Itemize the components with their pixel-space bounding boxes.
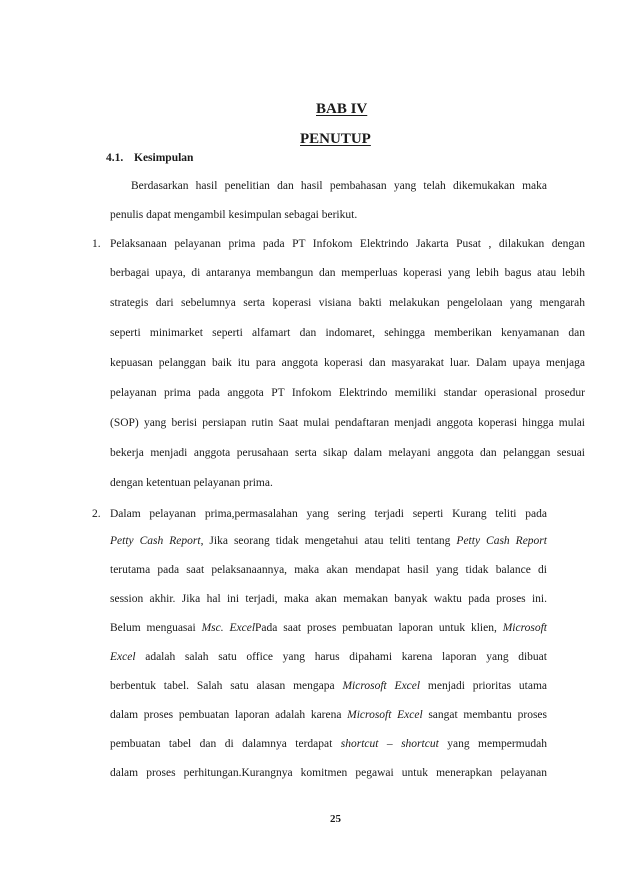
item-line: berbagai upaya, di antaranya membangun dan memperluas koperasi yang lebih bagus atau lebih: [110, 267, 585, 279]
intro-line: Berdasarkan hasil penelitian dan hasil pembahasan yang telah dikemukakan maka: [131, 180, 547, 192]
intro-line: penulis dapat mengambil kesimpulan sebagai berikut.: [110, 209, 358, 221]
chapter-title: BAB IV: [316, 101, 368, 117]
section-title: Kesimpulan: [134, 152, 194, 164]
item-line: Belum menguasai Msc. ExcelPada saat proses pembuatan laporan untuk klien, Microsoft: [110, 622, 547, 634]
item-number: 2.: [92, 508, 101, 520]
item-line: dalam proses perhitungan.Kurangnya komitmen pegawai untuk menerapkan pelayanan: [110, 767, 547, 779]
item-line: dalam proses pembuatan laporan adalah karena Microsoft Excel sangat membantu proses: [110, 709, 547, 721]
item-line: dengan ketentuan pelayanan prima.: [110, 477, 273, 489]
item-line: kepuasan pelanggan baik itu para anggota koperasi dan masyarakat luar. Dalam upaya menjaga: [110, 357, 585, 369]
item-line: seperti minimarket seperti alfamart dan indomaret, sehingga memberikan kenyamanan dan: [110, 327, 585, 339]
item-line: session akhir. Jika hal ini terjadi, maka akan memakan banyak waktu pada proses ini.: [110, 593, 547, 605]
section-number: 4.1.: [106, 152, 124, 164]
item-line: Dalam pelayanan prima,permasalahan yang sering terjadi seperti Kurang teliti pada: [110, 508, 547, 520]
item-line: Petty Cash Report, Jika seorang tidak mengetahui atau teliti tentang Petty Cash Report: [110, 535, 547, 547]
item-line: strategis dari sebelumnya serta koperasi visiana bakti melakukan pengelolaan yang mengarah: [110, 297, 585, 309]
item-line: pelayanan prima pada anggota PT Infokom Elektrindo memiliki standar operasional prosedur: [110, 387, 585, 399]
item-line: Excel adalah salah satu office yang harus dipahami karena laporan yang dibuat: [110, 651, 547, 663]
item-line: terutama pada saat pelaksanaannya, maka akan mendapat hasil yang tidak balance di: [110, 564, 547, 576]
item-number: 1.: [92, 238, 101, 250]
item-line: bekerja menjadi anggota perusahaan serta sikap dalam melayani anggota dan pelanggan sesuai: [110, 447, 585, 459]
item-line: pembuatan tabel dan di dalamnya terdapat shortcut – shortcut yang mempermudah: [110, 738, 547, 750]
item-line: Pelaksanaan pelayanan prima pada PT Infokom Elektrindo Jakarta Pusat , dilakukan dengan: [110, 238, 585, 250]
page-number: 25: [330, 813, 341, 825]
item-line: berbentuk tabel. Salah satu alasan mengapa Microsoft Excel menjadi prioritas utama: [110, 680, 548, 692]
chapter-subtitle: PENUTUP: [300, 131, 371, 147]
item-line: (SOP) yang berisi persiapan rutin Saat mulai pendaftaran menjadi anggota koperasi hingga mulai: [110, 417, 585, 429]
